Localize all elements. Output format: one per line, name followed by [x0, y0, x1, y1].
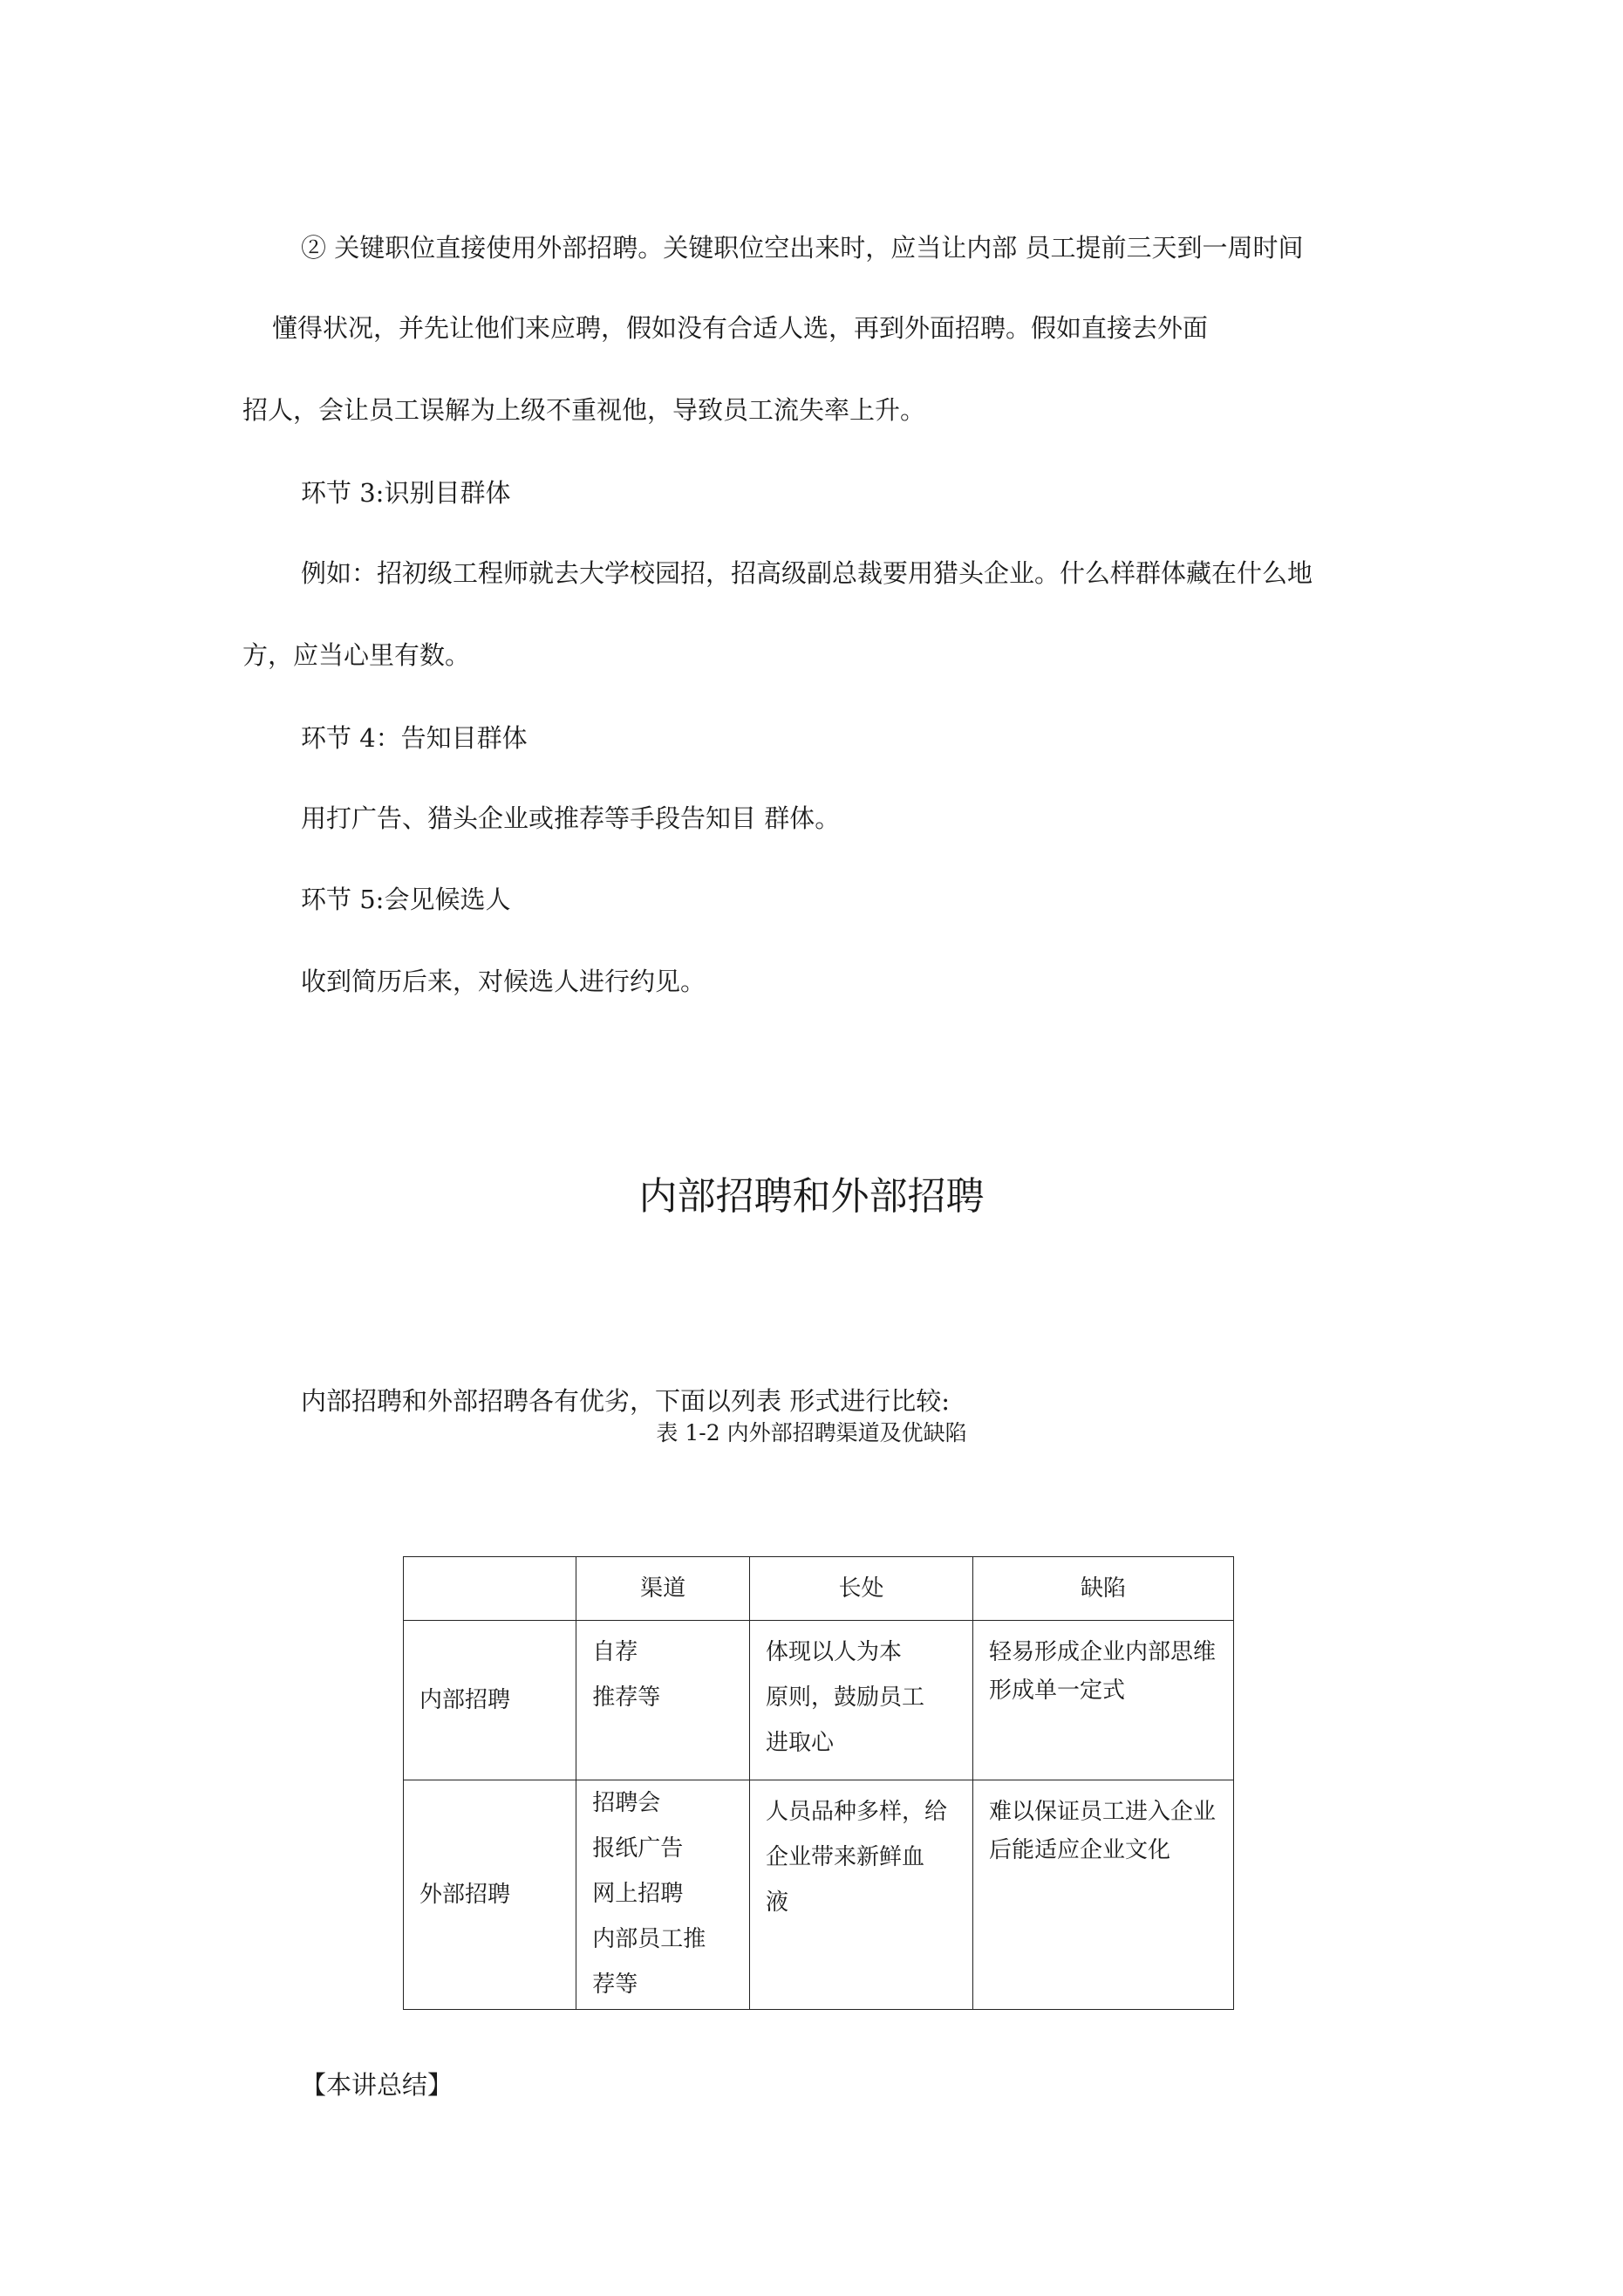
- header-cell-channel: 渠道: [576, 1557, 750, 1621]
- table-header-row: [404, 1557, 1234, 1621]
- pros-cell: [750, 1621, 973, 1780]
- pros-line: 液: [766, 1889, 789, 1916]
- cons-line: 后能适应企业文化: [988, 1837, 1170, 1863]
- channel-cell: [576, 1621, 750, 1780]
- section-title: 内部招聘和外部招聘: [638, 1174, 985, 1219]
- row-label-external: 外部招聘: [404, 1780, 576, 2010]
- table-row: [404, 1621, 1234, 1780]
- pros-line: 体现以人为本: [766, 1639, 903, 1665]
- channel-item: 内部员工推: [592, 1926, 706, 1952]
- pros-cell: [750, 1780, 973, 2010]
- step-3-heading: 环节 3:识别目群体: [301, 478, 511, 508]
- pros-line: 企业带来新鲜血: [766, 1844, 925, 1870]
- cons-cell: [972, 1780, 1233, 2010]
- channel-item: 自荐: [592, 1639, 638, 1665]
- table-caption: 表 1-2 内外部招聘渠道及优缺陷: [656, 1420, 967, 1445]
- paragraph-7: 收到简历后来，对候选人进行约见。: [301, 967, 706, 996]
- table-row: [404, 1780, 1234, 2010]
- paragraph-3: 招人，会让员工误解为上级不重视他，导致员工流失率上升。: [242, 395, 926, 425]
- step-5-heading: 环节 5:会见候选人: [301, 885, 511, 914]
- cons-line: 形成单一定式: [988, 1678, 1125, 1704]
- header-cell-cons: 缺陷: [972, 1557, 1233, 1621]
- paragraph-6: 用打广告、猎头企业或推荐等手段告知目 群体。: [301, 803, 841, 833]
- channel-item: 网上招聘: [592, 1881, 684, 1907]
- step-4-heading: 环节 4：告知目群体: [301, 723, 528, 753]
- summary-heading: 【本讲总结】: [301, 2070, 453, 2100]
- row-label-internal: 内部招聘: [404, 1621, 576, 1780]
- channel-item: 招聘会: [592, 1790, 661, 1816]
- paragraph-5: 方，应当心里有数。: [242, 640, 471, 670]
- pros-line: 进取心: [766, 1730, 835, 1756]
- paragraph-1: ② 关键职位直接使用外部招聘。关键职位空出来时，应当让内部 员工提前三天到一周时间: [301, 233, 1304, 263]
- cons-line: 难以保证员工进入企业: [988, 1799, 1216, 1825]
- channel-item: 报纸广告: [592, 1835, 684, 1862]
- cons-cell: [972, 1621, 1233, 1780]
- cons-line: 轻易形成企业内部思维: [988, 1639, 1216, 1665]
- header-cell-empty: [404, 1557, 576, 1621]
- pros-line: 原则，鼓励员工: [766, 1684, 925, 1711]
- paragraph-2: 懂得状况，并先让他们来应聘，假如没有合适人选，再到外面招聘。假如直接去外面: [272, 313, 1209, 343]
- channel-cell: [576, 1780, 750, 2010]
- comparison-table: [403, 1556, 1234, 2010]
- channel-item: 推荐等: [592, 1684, 661, 1711]
- pros-line: 人员品种多样，给: [766, 1799, 948, 1825]
- channel-item: 荐等: [592, 1971, 638, 1998]
- intro-text: 内部招聘和外部招聘各有优劣，下面以列表 形式进行比较:: [301, 1386, 950, 1416]
- paragraph-4: 例如：招初级工程师就去大学校园招，招高级副总裁要用猎头企业。什么样群体藏在什么地: [301, 558, 1313, 588]
- header-cell-pros: 长处: [750, 1557, 973, 1621]
